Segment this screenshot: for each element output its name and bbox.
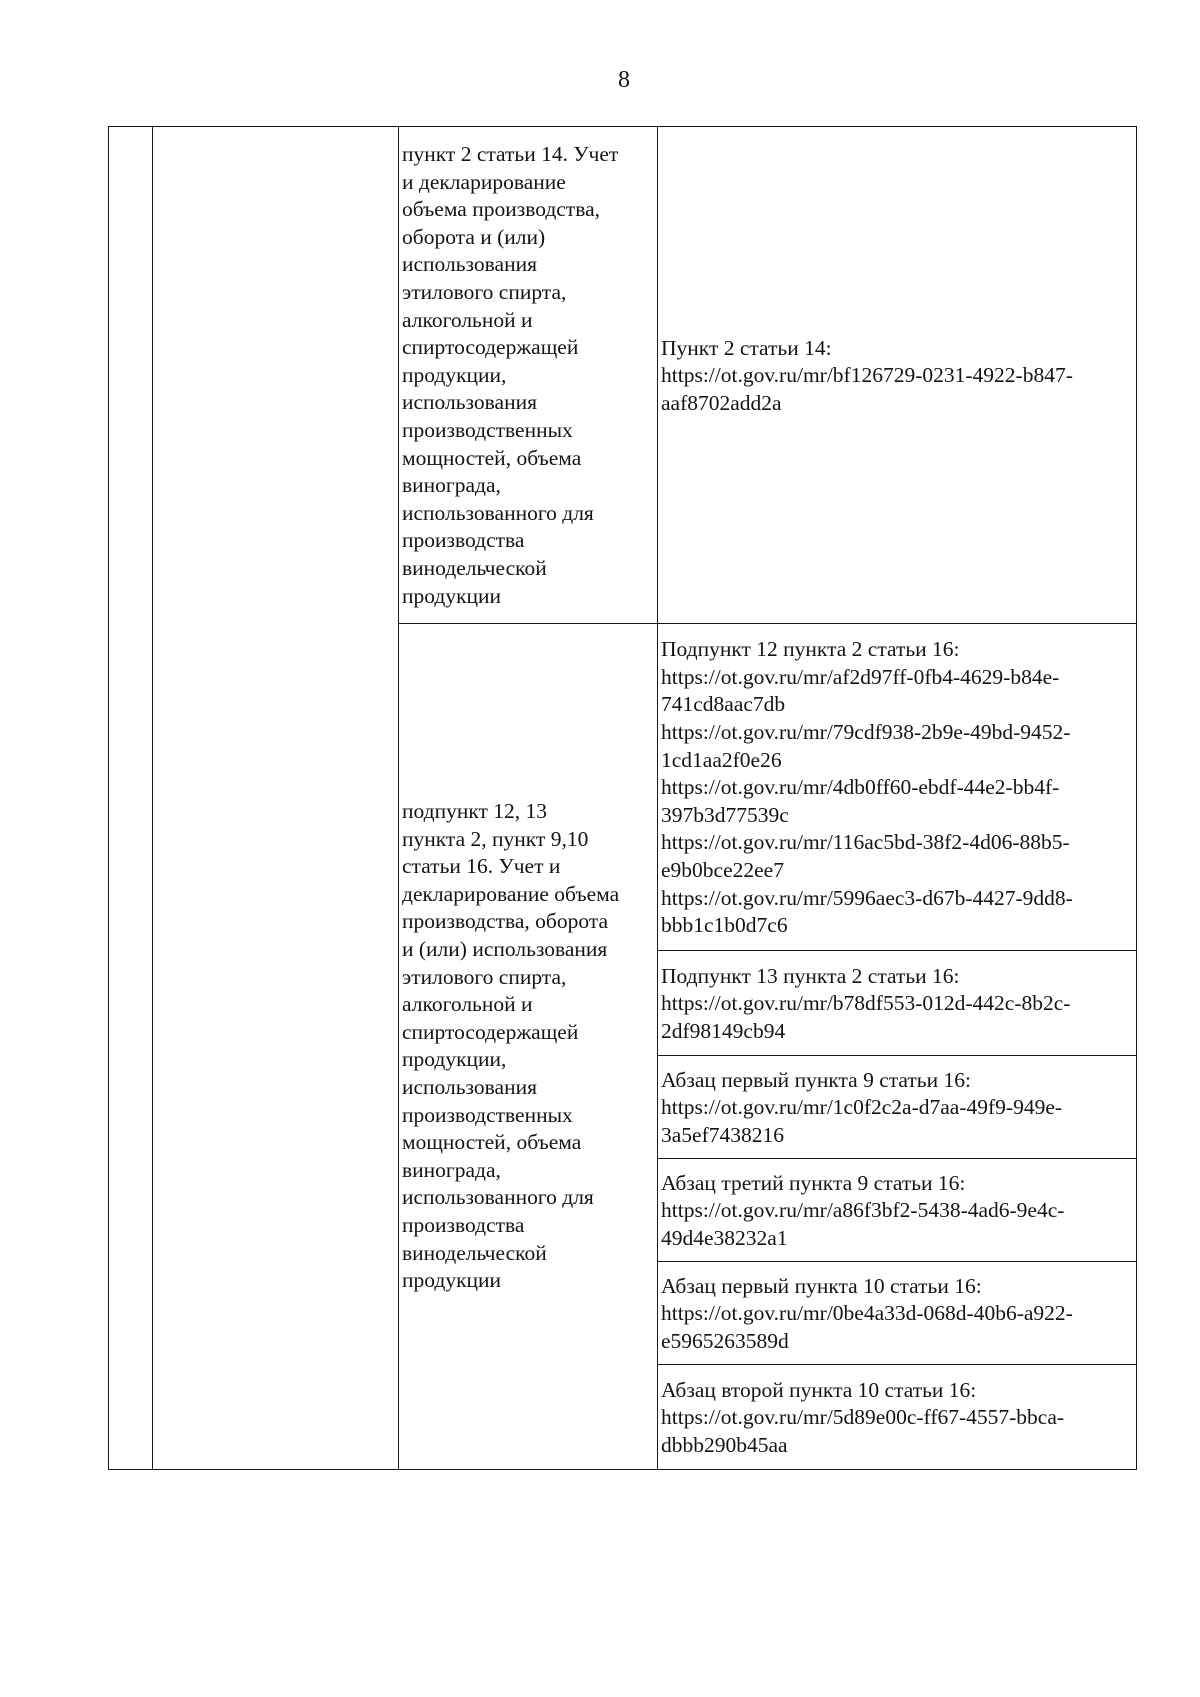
reference-cell <box>658 624 1137 951</box>
requirements-table <box>108 126 1137 1470</box>
description-cell <box>399 624 658 1470</box>
reference-cell <box>658 1262 1137 1365</box>
reference-text: Абзац третий пункта 9 статьи 16: https://ot.gov.ru/mr/a86f3bf2-5438-4ad6-9e4c- 49d4e38232a1 <box>661 1170 1065 1250</box>
table-row <box>109 127 1137 624</box>
reference-text: Пункт 2 статьи 14: https://ot.gov.ru/mr/bf126729-0231-4922-b847- aaf8702add2a <box>661 335 1073 415</box>
reference-text: Абзац второй пункта 10 статьи 16: https://ot.gov.ru/mr/5d89e00c-ff67-4557-bbca- dbbb290b45aa <box>661 1377 1065 1457</box>
reference-text: Подпункт 13 пункта 2 статьи 16: https://ot.gov.ru/mr/b78df553-012d-442c-8b2c- 2df98149cb94 <box>661 963 1071 1043</box>
empty-cell-number <box>109 127 153 1470</box>
description-cell <box>399 127 658 624</box>
reference-text: Подпункт 12 пункта 2 статьи 16: https://ot.gov.ru/mr/af2d97ff-0fb4-4629-b84e- 741cd8aac7db https://ot.gov.ru/mr/79cdf938-2b9e-49bd-9452- 1cd1aa2f0e26 https://ot.gov.ru/mr/4db0ff60-ebdf-44e2-bb4f- 397b3d77539c https://ot.gov.ru/mr/116ac5bd-38f2-4d06-88b5- e9b0bce22ee7 https://ot.gov.ru/mr/5996aec3-d67b-4427-9dd8- bbb1c1b0d7c6 <box>661 637 1073 938</box>
reference-cell <box>658 127 1137 624</box>
reference-cell <box>658 1056 1137 1159</box>
page-number: 8 <box>618 67 630 93</box>
reference-cell <box>658 951 1137 1056</box>
reference-cell <box>658 1159 1137 1262</box>
reference-text: Абзац первый пункта 10 статьи 16: https://ot.gov.ru/mr/0be4a33d-068d-40b6-a922- e5965263589d <box>661 1273 1073 1353</box>
reference-cell <box>658 1365 1137 1470</box>
reference-text: Абзац первый пункта 9 статьи 16: https://ot.gov.ru/mr/1c0f2c2a-d7aa-49f9-949e- 3a5ef7438216 <box>661 1067 1063 1147</box>
description-text: пункт 2 статьи 14. Учет и декларирование объема производства, оборота и (или) использования этилового спирта, алкогольной и спиртосодержащей продукции, использования производственных мощностей, объема винограда, использованного для производства винодельческой продукции <box>402 142 619 608</box>
empty-cell-name <box>153 127 399 1470</box>
description-text: подпункт 12, 13 пункта 2, пункт 9,10 статьи 16. Учет и декларирование объема производства, оборота и (или) использования этилового спирта, алкогольной и спиртосодержащей продукции, использования производственных мощностей, объема винограда, использованного для производства винодельческой продукции <box>402 799 620 1293</box>
